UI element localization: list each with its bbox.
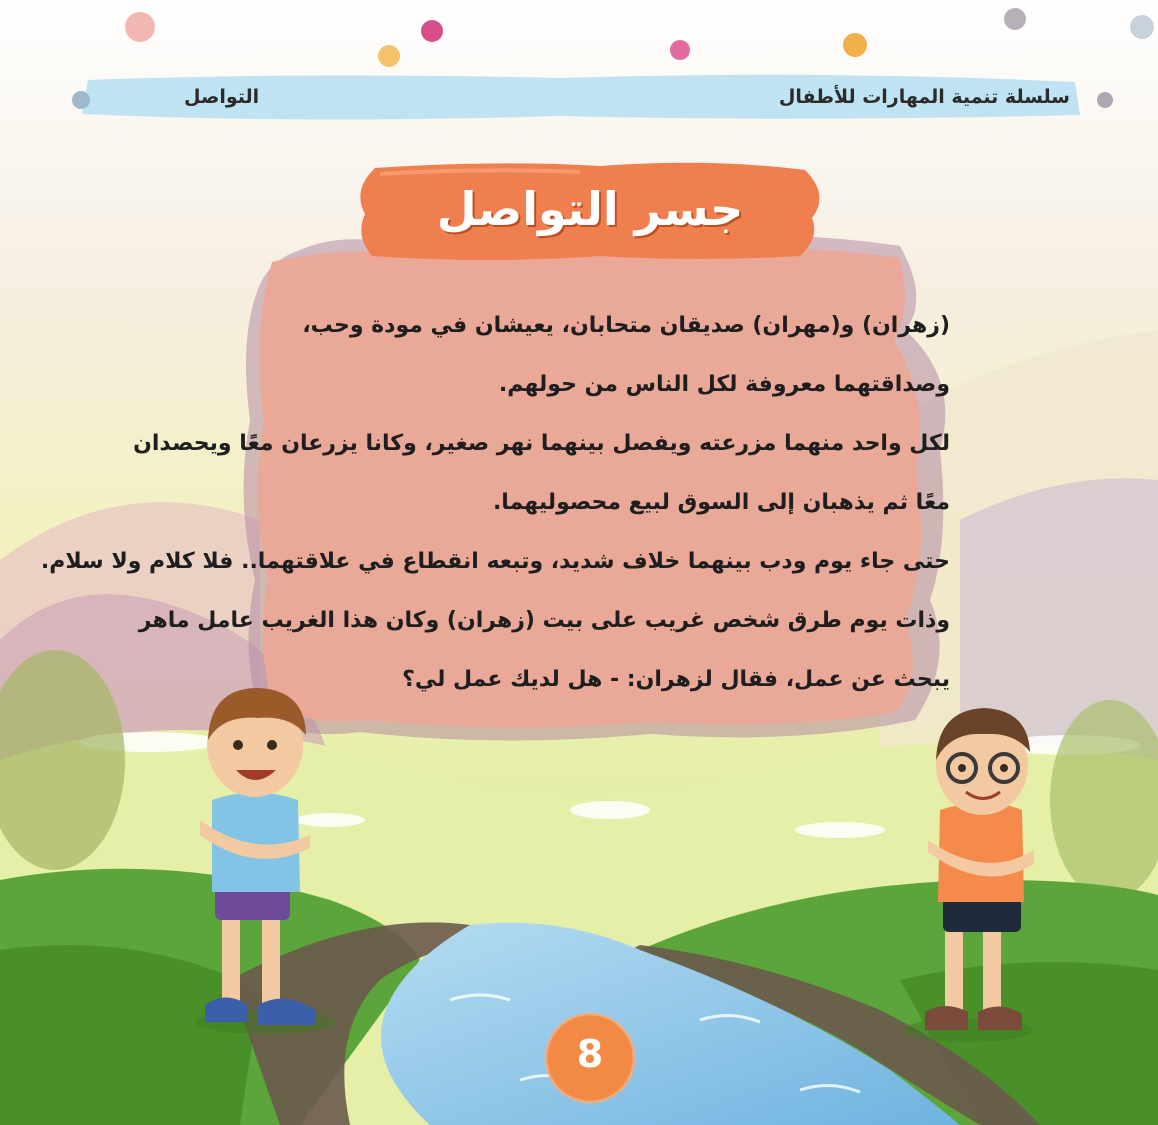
series-title: سلسلة تنمية المهارات للأطفال bbox=[778, 86, 1070, 108]
story-line: لكل واحد منهما مزرعته ويفصل بينهما نهر صغير، وكانا يزرعان معًا ويحصدان bbox=[133, 431, 950, 456]
story-line: معًا ثم يذهبان إلى السوق لبيع محصوليهما. bbox=[492, 490, 950, 515]
page-number: 8 bbox=[576, 1032, 604, 1076]
topic-label: التواصل bbox=[184, 86, 260, 108]
confetti-dot bbox=[1130, 15, 1154, 39]
story-title: جسر التواصل bbox=[436, 182, 744, 236]
confetti-dot bbox=[843, 33, 867, 57]
confetti-dot bbox=[125, 12, 155, 42]
story-line: يبحث عن عمل، فقال لزهران: - هل لديك عمل لي؟ bbox=[402, 667, 950, 692]
story-line: (زهران) و(مهران) صديقان متحابان، يعيشان في مودة وحب، bbox=[302, 313, 950, 338]
confetti-dot bbox=[1004, 8, 1026, 30]
story-line: وذات يوم طرق شخص غريب على بيت (زهران) وكان هذا الغريب عامل ماهر bbox=[138, 608, 950, 633]
confetti-dot bbox=[378, 45, 400, 67]
confetti-dot bbox=[72, 91, 90, 109]
confetti-dot bbox=[421, 20, 443, 42]
confetti-dot bbox=[670, 40, 690, 60]
story-line: حتى جاء يوم ودب بينهما خلاف شديد، وتبعه انقطاع في علاقتهما.. فلا كلام ولا سلام. bbox=[40, 549, 950, 574]
story-text bbox=[40, 296, 950, 709]
story-line: وصداقتهما معروفة لكل الناس من حولهم. bbox=[498, 372, 950, 397]
confetti-dot bbox=[1097, 92, 1113, 108]
